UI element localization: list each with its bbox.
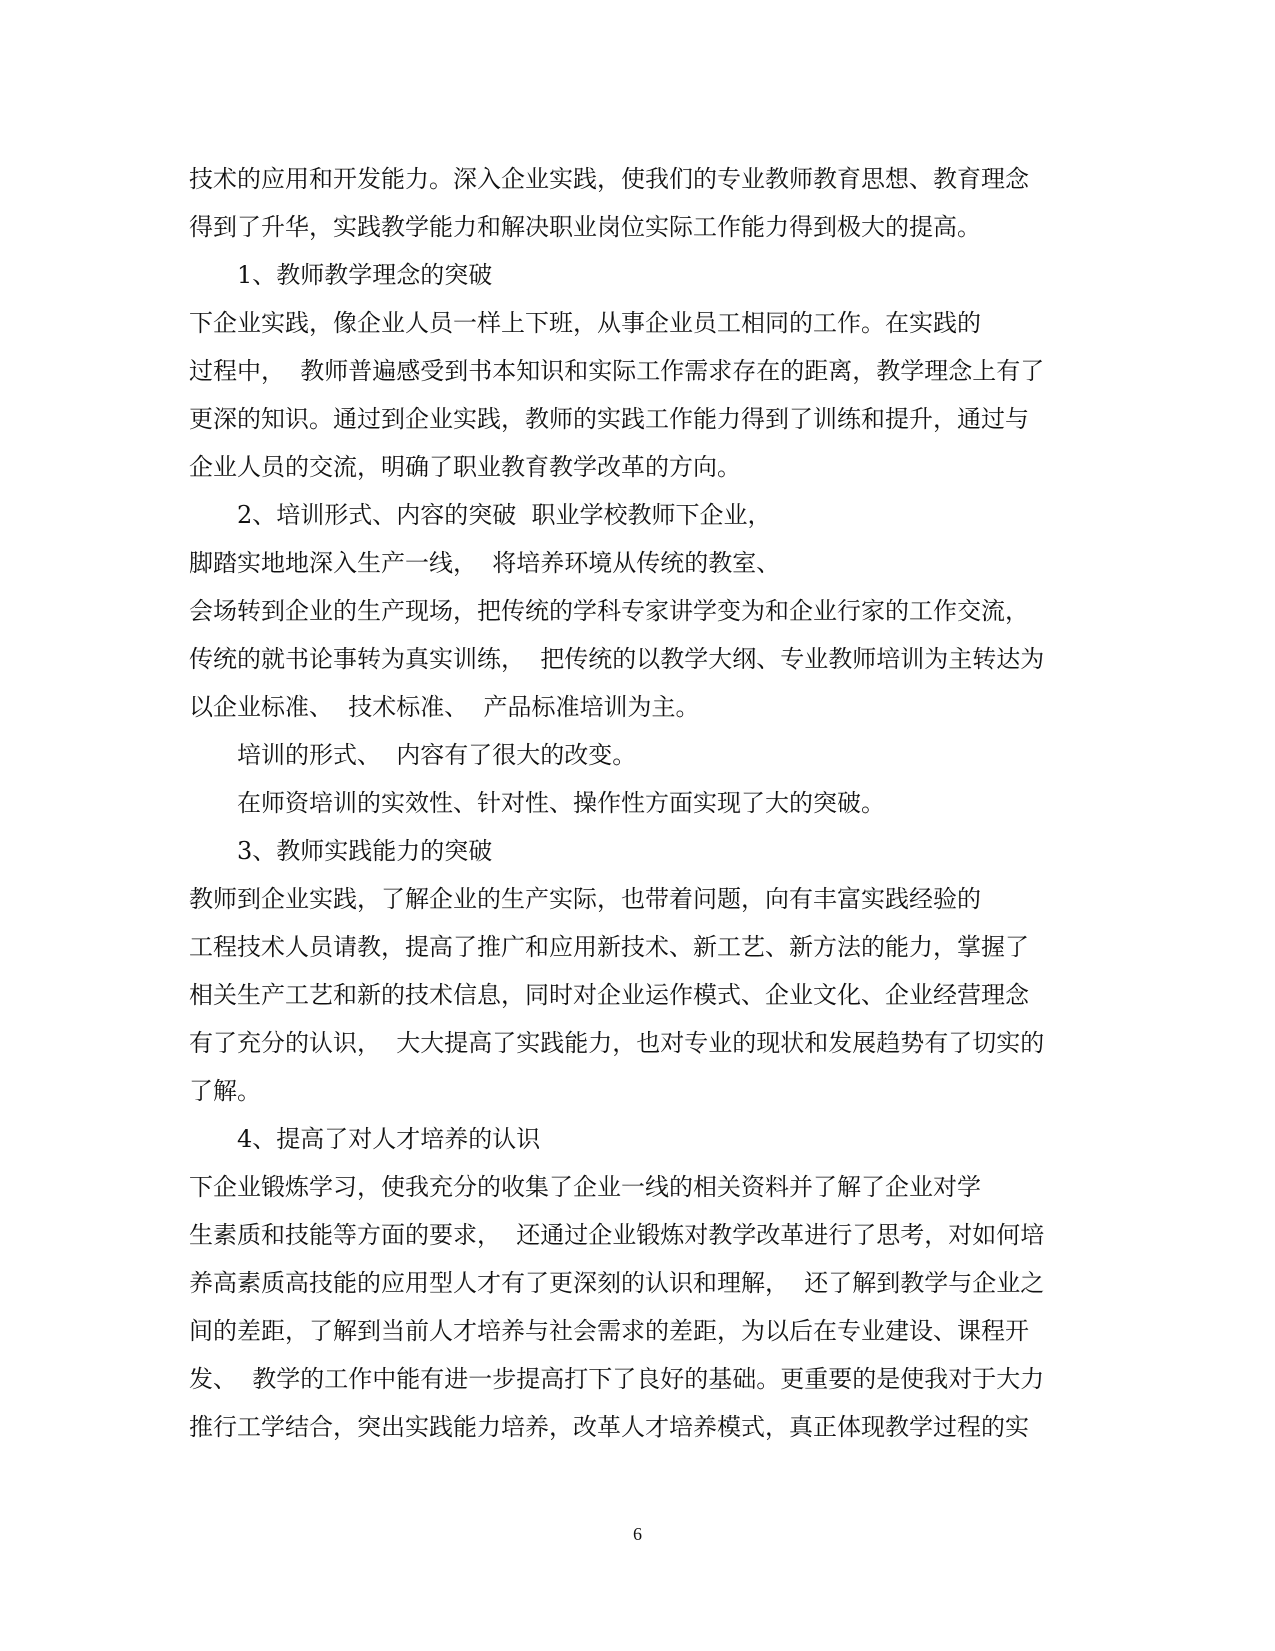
text-line: 技术的应用和开发能力。深入企业实践，使我们的专业教师教育思想、教育理念 xyxy=(189,165,1029,193)
text-line: 教师到企业实践，了解企业的生产实际，也带着问题，向有丰富实践经验的 xyxy=(189,885,981,913)
body-text xyxy=(189,155,1089,1451)
text-line: 传统的就书论事转为真实训练， 把传统的以教学大纲、专业教师培训为主转达为 xyxy=(189,645,1045,673)
text-line: 发、 教学的工作中能有进一步提高打下了良好的基础。更重要的是使我对于大力 xyxy=(189,1365,1045,1393)
text-line: 生素质和技能等方面的要求， 还通过企业锻炼对教学改革进行了思考，对如何培 xyxy=(189,1221,1045,1249)
text-line-indented: 在师资培训的实效性、针对性、操作性方面实现了大的突破。 xyxy=(237,789,885,817)
text-line: 养高素质高技能的应用型人才有了更深刻的认识和理解， 还了解到教学与企业之 xyxy=(189,1269,1045,1297)
section-heading-4: 4、提高了对人才培养的认识 xyxy=(237,1125,541,1153)
section-heading-3: 3、教师实践能力的突破 xyxy=(237,837,493,865)
text-line: 有了充分的认识， 大大提高了实践能力，也对专业的现状和发展趋势有了切实的 xyxy=(189,1029,1045,1057)
text-line: 得到了升华，实践教学能力和解决职业岗位实际工作能力得到极大的提高。 xyxy=(189,213,981,241)
text-line: 过程中， 教师普遍感受到书本知识和实际工作需求存在的距离，教学理念上有了 xyxy=(189,357,1045,385)
section-heading-2: 2、培训形式、内容的突破 职业学校教师下企业， xyxy=(237,501,772,529)
text-line: 了解。 xyxy=(189,1077,261,1105)
text-line: 企业人员的交流，明确了职业教育教学改革的方向。 xyxy=(189,453,741,481)
text-line: 以企业标准、 技术标准、 产品标准培训为主。 xyxy=(189,693,700,721)
page-number: 6 xyxy=(633,1524,642,1544)
text-line: 工程技术人员请教，提高了推广和应用新技术、新工艺、新方法的能力，掌握了 xyxy=(189,933,1029,961)
text-line: 相关生产工艺和新的技术信息，同时对企业运作模式、企业文化、企业经营理念 xyxy=(189,981,1029,1009)
text-line: 间的差距，了解到当前人才培养与社会需求的差距，为以后在专业建设、课程开 xyxy=(189,1317,1029,1345)
text-line: 会场转到企业的生产现场，把传统的学科专家讲学变为和企业行家的工作交流， xyxy=(189,597,1029,625)
text-line-indented: 培训的形式、 内容有了很大的改变。 xyxy=(237,741,637,769)
text-line: 脚踏实地地深入生产一线， 将培养环境从传统的教室、 xyxy=(189,549,781,577)
text-line: 下企业锻炼学习，使我充分的收集了企业一线的相关资料并了解了企业对学 xyxy=(189,1173,981,1201)
text-line: 更深的知识。通过到企业实践，教师的实践工作能力得到了训练和提升，通过与 xyxy=(189,405,1029,433)
text-line: 下企业实践，像企业人员一样上下班，从事企业员工相同的工作。在实践的 xyxy=(189,309,981,337)
text-line: 推行工学结合，突出实践能力培养，改革人才培养模式，真正体现教学过程的实 xyxy=(189,1413,1029,1441)
section-heading-1: 1、教师教学理念的突破 xyxy=(237,261,493,289)
